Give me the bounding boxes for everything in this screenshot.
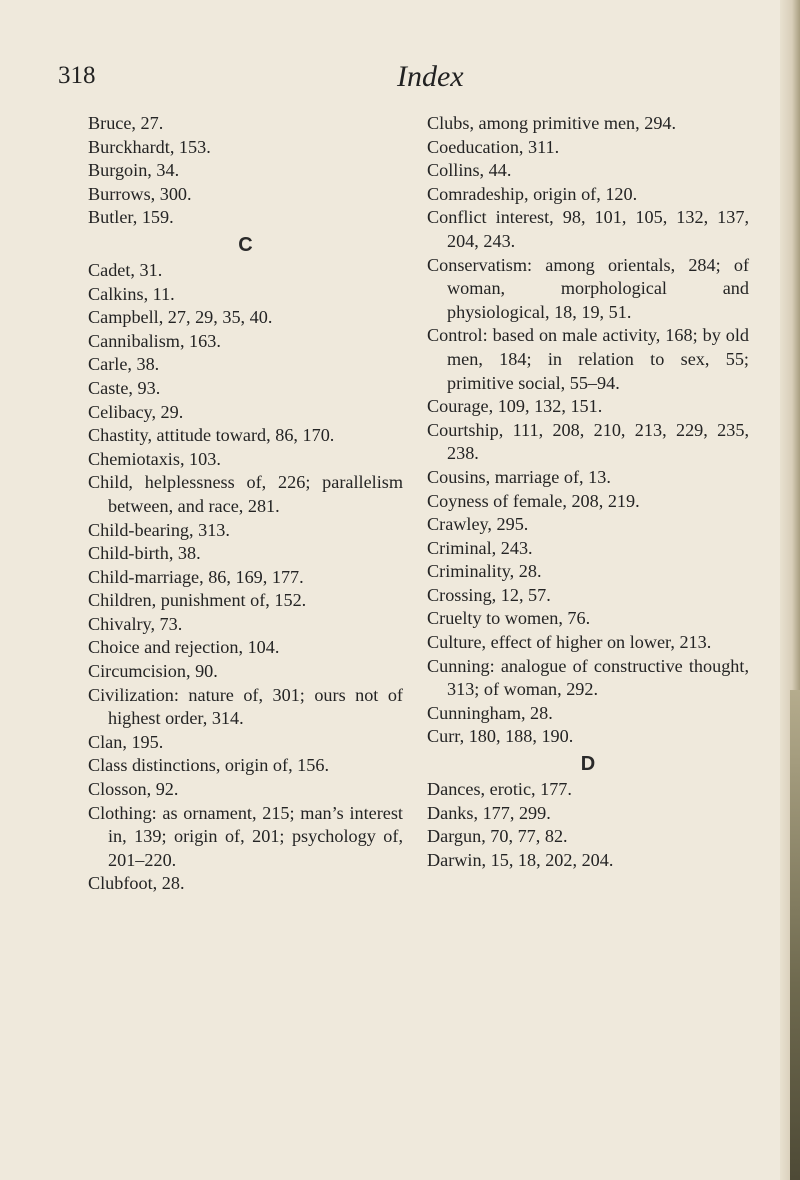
index-entry: Darwin, 15, 18, 202, 204. (427, 849, 614, 870)
index-entry: Danks, 177, 299. (427, 802, 551, 823)
index-entry: Chastity, attitude toward, 86, 170. (88, 425, 335, 446)
page-number: 318 (58, 62, 96, 89)
index-entry: Clothing: as ornament, 215; man’s interest in, 139; origin of, 201; psychology of, 201–220. (88, 802, 403, 870)
index-entry: Dargun, 70, 77, 82. (427, 826, 568, 847)
index-entry: Crossing, 12, 57. (427, 584, 551, 605)
index-entry: Bruce, 27. (88, 113, 164, 133)
index-entry: Criminal, 243. (427, 537, 533, 558)
index-entry: Criminality, 28. (427, 561, 542, 582)
index-entry: Courage, 109, 132, 151. (427, 396, 603, 417)
index-entry: Cousins, marriage of, 13. (427, 466, 611, 487)
page-edge-stain (790, 690, 800, 1180)
index-entry: Chivalry, 73. (88, 613, 183, 634)
index-entry: Cruelty to women, 76. (427, 608, 591, 629)
index-entry: Caste, 93. (88, 377, 161, 398)
running-head: Index (397, 60, 464, 93)
section-letter: D (580, 753, 596, 776)
index-entry: Crawley, 295. (427, 514, 529, 535)
index-column-left (88, 112, 403, 896)
index-entry: Coyness of female, 208, 219. (427, 490, 640, 511)
index-entry: Class distinctions, origin of, 156. (88, 755, 329, 776)
index-entry: Clan, 195. (88, 731, 164, 752)
index-entry: Carle, 38. (88, 354, 160, 375)
index-column-right (427, 112, 749, 872)
index-entry: Choice and rejection, 104. (88, 637, 280, 658)
index-entry: Campbell, 27, 29, 35, 40. (88, 307, 273, 328)
index-entry: Clubs, among primitive men, 294. (427, 113, 677, 133)
index-entry: Cadet, 31. (88, 259, 163, 280)
index-entry: Burgoin, 34. (88, 160, 180, 181)
index-entry: Coeducation, 311. (427, 136, 560, 157)
index-entry: Comradeship, origin of, 120. (427, 183, 638, 204)
index-entry: Conflict interest, 98, 101, 105, 132, 137, 204, 243. (427, 207, 749, 251)
section-letter: C (238, 233, 253, 256)
index-entry: Circumcision, 90. (88, 661, 218, 682)
index-entry: Burckhardt, 153. (88, 136, 211, 157)
index-entry: Calkins, 11. (88, 283, 175, 304)
index-entry: Child-marriage, 86, 169, 177. (88, 566, 304, 587)
index-entry: Courtship, 111, 208, 210, 213, 229, 235, 238. (427, 419, 749, 464)
index-entry: Closson, 92. (88, 779, 179, 800)
index-entry: Burrows, 300. (88, 183, 192, 204)
index-entry: Child-bearing, 313. (88, 519, 230, 540)
index-entry: Children, punishment of, 152. (88, 590, 307, 611)
index-entry: Dances, erotic, 177. (427, 779, 572, 800)
index-entry: Civilization: nature of, 301; ours not of highest order, 314. (88, 684, 403, 729)
index-entry: Chemiotaxis, 103. (88, 448, 221, 469)
index-entry: Cunningham, 28. (427, 702, 553, 723)
index-entry: Conservatism: among orientals, 284; of woman, morphological and physiological, 18, 19, 51. (427, 254, 749, 322)
index-entry: Cunning: analogue of constructive thought, 313; of woman, 292. (427, 655, 749, 700)
index-entry: Curr, 180, 188, 190. (427, 726, 574, 747)
index-entry: Control: based on male activity, 168; by old men, 184; in relation to sex, 55; primitive social, 55–94. (427, 325, 749, 393)
index-entry: Clubfoot, 28. (88, 873, 185, 894)
index-entry: Child-birth, 38. (88, 543, 201, 564)
index-entry: Butler, 159. (88, 207, 174, 228)
index-entry: Cannibalism, 163. (88, 330, 221, 351)
index-entry: Child, helplessness of, 226; parallelism between, and race, 281. (88, 472, 403, 516)
index-entry: Celibacy, 29. (88, 401, 184, 422)
index-entry: Culture, effect of higher on lower, 213. (427, 632, 712, 653)
index-entry: Collins, 44. (427, 160, 512, 181)
